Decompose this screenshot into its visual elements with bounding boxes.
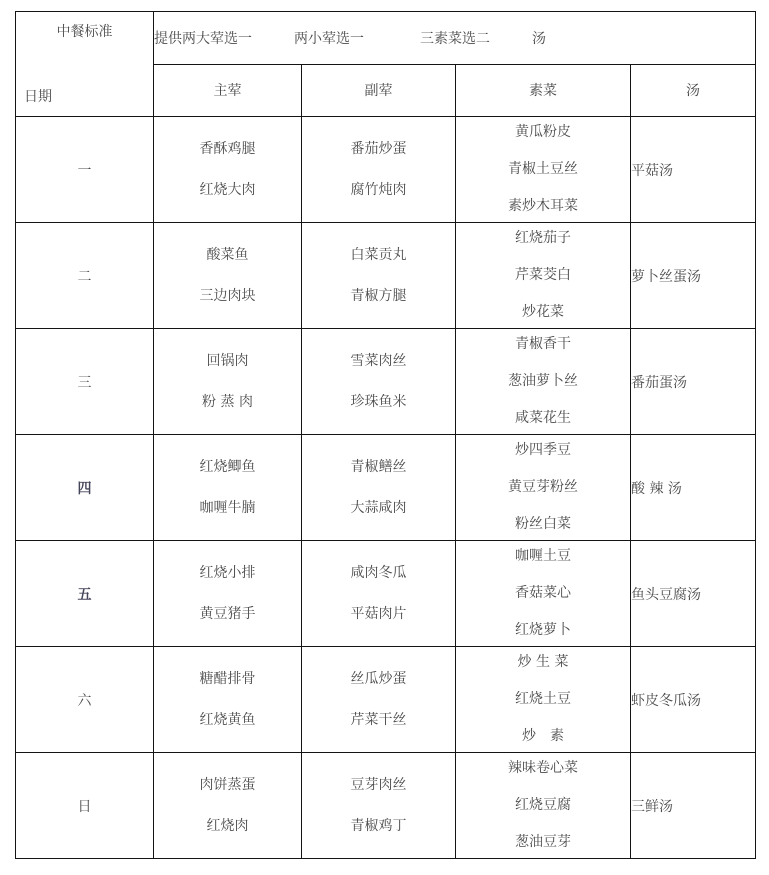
day-label: 四 [77, 480, 92, 497]
main-dish-cell [154, 435, 302, 541]
dish-line: 粉 蒸 肉 [202, 393, 253, 410]
day-cell [16, 647, 154, 753]
main-dish-cell [154, 541, 302, 647]
dish-line: 青椒鸡丁 [350, 817, 407, 834]
col-header-secondary-dish: 副荤 [302, 64, 456, 117]
main-dish-cell [154, 753, 302, 859]
col-header-main-dish: 主荤 [154, 64, 302, 117]
dish-line: 三边肉块 [199, 287, 256, 304]
day-label: 日 [77, 798, 92, 815]
dish-line: 红烧萝卜 [515, 622, 571, 638]
dish-line: 回锅肉 [206, 352, 249, 369]
secondary-dish-cell [302, 753, 456, 859]
dish-line: 腐竹炖肉 [350, 181, 407, 198]
secondary-dish-cell [302, 117, 456, 223]
menu-row-monday [16, 117, 756, 223]
vegetable-cell [456, 753, 631, 859]
selection-rule: 提供两大荤选一 两小荤选一 三素菜选二 汤 [154, 12, 756, 65]
dish-line: 葱油豆芽 [515, 834, 571, 850]
soup-cell: 三鲜汤 [631, 753, 756, 859]
dish-line: 红烧鲫鱼 [199, 458, 256, 475]
main-dish-cell [154, 647, 302, 753]
dish-line: 肉饼蒸蛋 [199, 776, 256, 793]
dish-line: 咖喱牛腩 [199, 499, 256, 516]
dish-line: 红烧豆腐 [515, 797, 571, 813]
dish-line: 大蒜咸肉 [350, 499, 407, 516]
dish-line: 素炒木耳菜 [508, 198, 578, 214]
dish-line: 红烧大肉 [199, 181, 256, 198]
dish-line: 炒 素 [522, 728, 564, 744]
corner-wrap [16, 12, 153, 116]
dish-line: 丝瓜炒蛋 [350, 670, 407, 687]
col-header-soup: 汤 [631, 64, 756, 117]
dish-line: 青椒香干 [515, 336, 571, 352]
col-header-vegetable: 素菜 [456, 64, 631, 117]
secondary-dish-cell [302, 541, 456, 647]
main-dish-cell [154, 223, 302, 329]
dish-line: 香菇菜心 [515, 585, 571, 601]
dish-line: 红烧土豆 [515, 691, 571, 707]
day-cell [16, 541, 154, 647]
menu-row-thursday [16, 435, 756, 541]
dish-line: 芹菜茭白 [515, 267, 571, 283]
vegetable-cell [456, 435, 631, 541]
menu-row-saturday [16, 647, 756, 753]
vegetable-cell [456, 541, 631, 647]
day-cell [16, 435, 154, 541]
date-label: 日期 [24, 89, 52, 105]
dish-line: 咸菜花生 [515, 410, 571, 426]
main-dish-cell [154, 329, 302, 435]
day-cell [16, 329, 154, 435]
vegetable-cell [456, 329, 631, 435]
dish-line: 糖醋排骨 [199, 670, 256, 687]
dish-line: 粉丝白菜 [515, 516, 571, 532]
soup-cell: 鱼头豆腐汤 [631, 541, 756, 647]
dish-line: 青椒土豆丝 [508, 161, 578, 177]
day-label: 二 [77, 268, 92, 285]
vegetable-cell [456, 223, 631, 329]
dish-line: 葱油萝卜丝 [508, 373, 578, 389]
soup-cell: 平菇汤 [631, 117, 756, 223]
day-label: 六 [77, 692, 92, 709]
dish-line: 黄豆芽粉丝 [508, 479, 578, 495]
day-label: 三 [77, 374, 92, 391]
dish-line: 辣味卷心菜 [508, 760, 578, 776]
day-label: 五 [77, 586, 92, 603]
dish-line: 青椒鳝丝 [350, 458, 407, 475]
dish-line: 芹菜干丝 [350, 711, 407, 728]
dish-line: 香酥鸡腿 [199, 140, 256, 157]
soup-cell: 虾皮冬瓜汤 [631, 647, 756, 753]
meal-standard-label: 中餐标准 [56, 24, 113, 40]
vegetable-cell [456, 647, 631, 753]
dish-line: 番茄炒蛋 [350, 140, 407, 157]
secondary-dish-cell [302, 647, 456, 753]
day-cell [16, 753, 154, 859]
menu-row-wednesday [16, 329, 756, 435]
dish-line: 豆芽肉丝 [350, 776, 407, 793]
day-cell [16, 117, 154, 223]
soup-cell: 番茄蛋汤 [631, 329, 756, 435]
main-dish-cell [154, 117, 302, 223]
dish-line: 白菜贡丸 [350, 246, 407, 263]
day-label: 一 [77, 162, 92, 179]
dish-line: 咸肉冬瓜 [350, 564, 407, 581]
dish-line: 红烧小排 [199, 564, 256, 581]
dish-line: 炒 生 菜 [517, 654, 569, 670]
dish-line: 黄豆猪手 [199, 605, 256, 622]
dish-line: 红烧肉 [206, 817, 249, 834]
secondary-dish-cell [302, 435, 456, 541]
menu-row-friday [16, 541, 756, 647]
menu-row-tuesday [16, 223, 756, 329]
secondary-dish-cell [302, 223, 456, 329]
dish-line: 红烧茄子 [515, 230, 571, 246]
dish-line: 黄瓜粉皮 [515, 124, 571, 140]
dish-line: 炒四季豆 [515, 442, 571, 458]
lunch-menu-table [15, 11, 756, 859]
menu-row-sunday [16, 753, 756, 859]
corner-cell [16, 12, 154, 117]
soup-cell: 萝卜丝蛋汤 [631, 223, 756, 329]
dish-line: 红烧黄鱼 [199, 711, 256, 728]
dish-line: 平菇肉片 [350, 605, 407, 622]
header-row-rule [16, 12, 756, 65]
soup-cell: 酸 辣 汤 [631, 435, 756, 541]
dish-line: 酸菜鱼 [206, 246, 249, 263]
dish-line: 青椒方腿 [350, 287, 407, 304]
secondary-dish-cell [302, 329, 456, 435]
dish-line: 雪菜肉丝 [350, 352, 407, 369]
day-cell [16, 223, 154, 329]
dish-line: 炒花菜 [522, 304, 564, 320]
vegetable-cell [456, 117, 631, 223]
dish-line: 珍珠鱼米 [350, 393, 407, 410]
dish-line: 咖喱土豆 [515, 548, 571, 564]
